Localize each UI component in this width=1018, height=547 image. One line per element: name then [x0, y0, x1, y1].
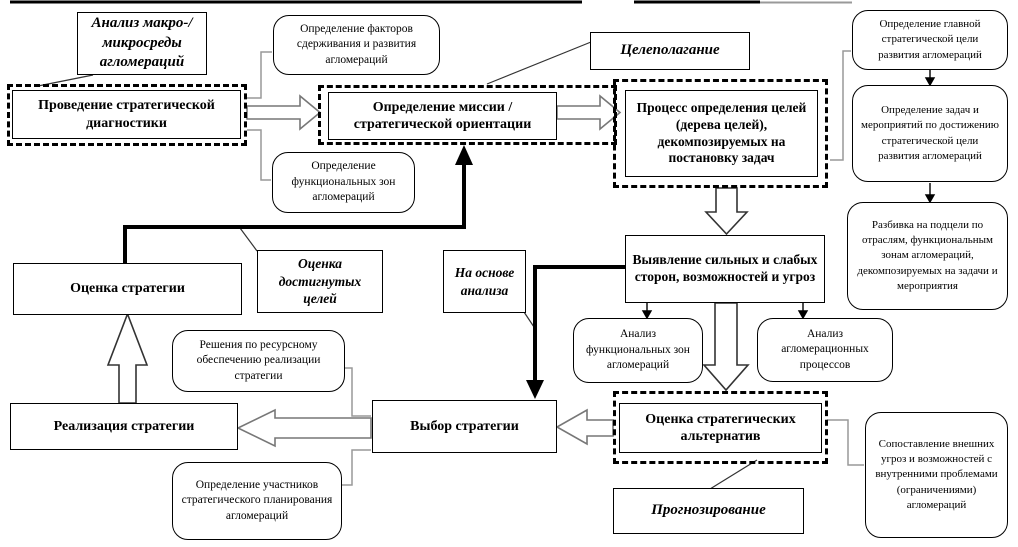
- note-tasks-measures: Определение задач и мероприятий по достижению стратегической цели развития агломераций: [852, 85, 1008, 182]
- node-swot: Выявление сильных и слабых сторон, возможностей и угроз: [625, 235, 825, 303]
- arrowhead-into-mission: [455, 145, 473, 165]
- connector-alternatives-comparison: [827, 420, 864, 465]
- top-border-artifacts: [10, 2, 852, 3]
- connector-goal-setting-label: [487, 42, 591, 84]
- connector-resources-choice: [345, 368, 371, 416]
- node-strategy-evaluation: Оценка стратегии: [13, 263, 242, 315]
- node-goal-process: Процесс определения целей (дерева целей), декомпозируемых на постановку задач: [625, 90, 818, 177]
- node-strategic-diagnostics: Проведение стратегической диагностики: [12, 90, 241, 139]
- note-planning-participants: Определение участников стратегического планирования агломераций: [172, 462, 342, 540]
- callout-goal-setting: Целеполагание: [590, 32, 750, 70]
- node-strategy-implementation: Реализация стратегии: [10, 403, 238, 450]
- note-threats-comparison: Сопоставление внешних угроз и возможностей с внутренними проблемами (ограничениями) агломераций: [865, 412, 1008, 538]
- note-functional-zones-analysis: Анализ функциональных зон агломераций: [573, 318, 703, 383]
- connector-participants-choice: [342, 450, 371, 485]
- callout-forecasting: Прогнозирование: [613, 488, 804, 534]
- arrow-swot-to-alternatives: [704, 303, 748, 390]
- arrow-alternatives-to-choice: [557, 410, 613, 444]
- node-mission: Определение миссии / стратегической ориентации: [328, 92, 557, 140]
- note-functional-zones: Определение функциональных зон агломераций: [272, 152, 415, 213]
- connector-diagnostics-factors: [247, 52, 272, 98]
- arrow-choice-to-implementation: [238, 410, 371, 446]
- connector-goals-maingoal: [830, 51, 851, 160]
- note-resource-decisions: Решения по ресурсному обеспечению реализации стратегии: [172, 330, 345, 392]
- connector-achieved-label: [240, 228, 257, 251]
- note-agglomeration-processes-analysis: Анализ агломерационных процессов: [757, 318, 893, 382]
- node-strategy-choice: Выбор стратегии: [372, 400, 557, 453]
- note-main-goal: Определение главной стратегической цели развития агломераций: [852, 10, 1008, 70]
- callout-achieved-goals: Оценка достигнутых целей: [257, 250, 383, 313]
- note-constraining-factors: Определение факторов сдерживания и развития агломераций: [273, 15, 440, 75]
- arrow-diagnostics-to-mission: [247, 96, 320, 129]
- connector-forecasting-label: [710, 460, 757, 489]
- callout-analysis-base: На основе анализа: [443, 250, 526, 313]
- note-subgoals-breakdown: Разбивка на подцели по отраслям, функциональным зонам агломераций, декомпозируемых на задачи и мероприятия: [847, 202, 1008, 310]
- arrow-goals-to-swot: [706, 188, 747, 234]
- callout-macro-analysis: Анализ макро-/ микросреды агломераций: [77, 12, 207, 75]
- arrow-implementation-to-eval: [108, 314, 147, 403]
- arrowhead-into-choice: [526, 380, 544, 399]
- node-alternatives-evaluation: Оценка стратегических альтернатив: [619, 403, 822, 453]
- connector-diagnostics-zones: [247, 130, 271, 180]
